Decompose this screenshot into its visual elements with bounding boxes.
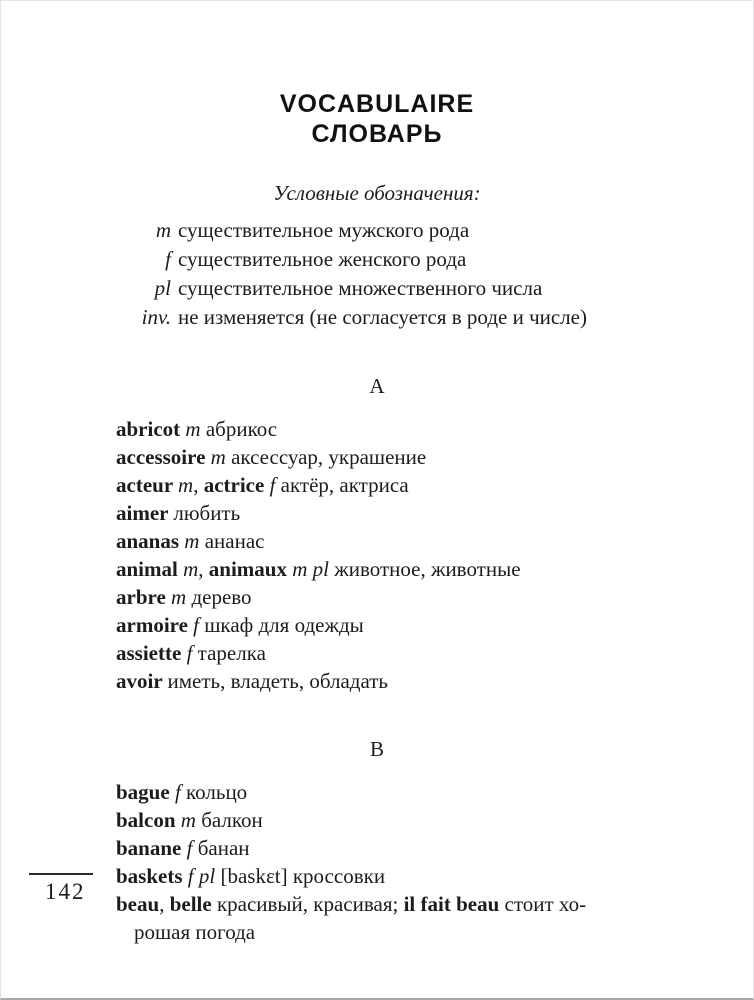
translation-text: абрикос [205,417,278,441]
translation-text: животное, животные [334,557,521,581]
headword: avoir [116,669,168,693]
legend-line [119,274,753,303]
gender-marker: f [186,836,198,860]
headword: animal [116,557,184,581]
legend-line [119,303,753,332]
book-title-russian: СЛОВАРЬ [311,120,443,148]
headword: beau [116,892,160,916]
headword: animaux [208,557,293,581]
dictionary-entry [116,639,715,667]
headword: armoire [116,613,194,637]
translation-text: ананас [204,529,265,553]
legend-abbr: pl [154,276,171,300]
translation-text: , [193,473,204,497]
dictionary-entry [116,862,715,890]
translation-text: актёр, актриса [280,473,409,497]
headword: ananas [116,529,185,553]
dictionary-entry [116,834,715,862]
legend-abbr: f [165,247,171,271]
headword: accessoire [116,445,211,469]
legend-text: существительное женского рода [178,247,467,271]
page-footer [29,873,93,905]
gender-marker: m [184,529,205,553]
dictionary-entry [116,443,715,471]
translation-text: любить [173,501,241,525]
page-number: 142 [45,879,86,904]
translation-text: красивый, красивая; [216,892,404,916]
translation-text: банан [197,836,250,860]
dictionary-entry [116,471,715,499]
translation-text: балкон [201,808,263,832]
entry-continuation: рошая погода [134,920,256,944]
translation-text: дерево [191,585,252,609]
gender-marker: f [174,780,187,804]
headword: abricot [116,417,186,441]
gender-marker: m [171,585,192,609]
gender-marker: f [269,473,281,497]
dictionary-entry [116,499,715,527]
dictionary-entry [116,778,715,806]
headword: il fait beau [403,892,505,916]
legend-abbr: inv. [141,305,171,329]
translation-text: шкаф для одежды [204,613,364,637]
headword: aimer [116,501,174,525]
dictionary-entry [116,806,715,834]
gender-marker: f [186,641,198,665]
translation-text: , [159,892,170,916]
translation-text: тарелка [197,641,266,665]
translation-text: стоит хо- [504,892,587,916]
headword: baskets [116,864,188,888]
headword: actrice [203,473,270,497]
section-letter: B [369,737,384,761]
dictionary-entry [116,555,715,583]
page-title [1,1,753,149]
legend-text: существительное множественного числа [178,276,543,300]
headword: balcon [116,808,181,832]
translation-text: аксессуар, украшение [231,445,427,469]
dictionary-sections [116,374,715,946]
translation-text: кольцо [186,780,248,804]
headword: banane [116,836,187,860]
gender-marker: m [178,473,194,497]
legend [119,216,753,332]
dictionary-entry [116,415,715,443]
gender-marker: m [185,417,206,441]
gender-marker: f [193,613,205,637]
dictionary-entry [116,667,715,695]
dictionary-entry [116,583,715,611]
footer-rule [29,873,93,875]
legend-text: существительное мужского рода [178,218,470,242]
legend-line [119,216,753,245]
headword: bague [116,780,175,804]
translation-text: [baskɛt] кроссовки [220,864,386,888]
dictionary-entry [116,527,715,555]
headword: arbre [116,585,172,609]
headword: acteur [116,473,179,497]
section-letter: A [369,374,385,398]
legend-line [119,245,753,274]
dictionary-entry [116,890,715,918]
gender-marker: m [180,808,202,832]
headword: belle [169,892,217,916]
gender-marker: m [183,557,199,581]
translation-text: , [198,557,209,581]
gender-marker: m [210,445,232,469]
legend-abbr: m [155,218,171,242]
gender-marker: f pl [187,864,221,888]
legend-text: не изменяется (не согласуется в роде и числе) [178,305,587,329]
book-title-french: VOCABULAIRE [279,90,475,118]
legend-title: Условные обозначения: [273,181,481,205]
translation-text: иметь, владеть, обладать [167,669,389,693]
gender-marker: m pl [292,557,335,581]
headword: assiette [116,641,187,665]
dictionary-entry [116,611,715,639]
